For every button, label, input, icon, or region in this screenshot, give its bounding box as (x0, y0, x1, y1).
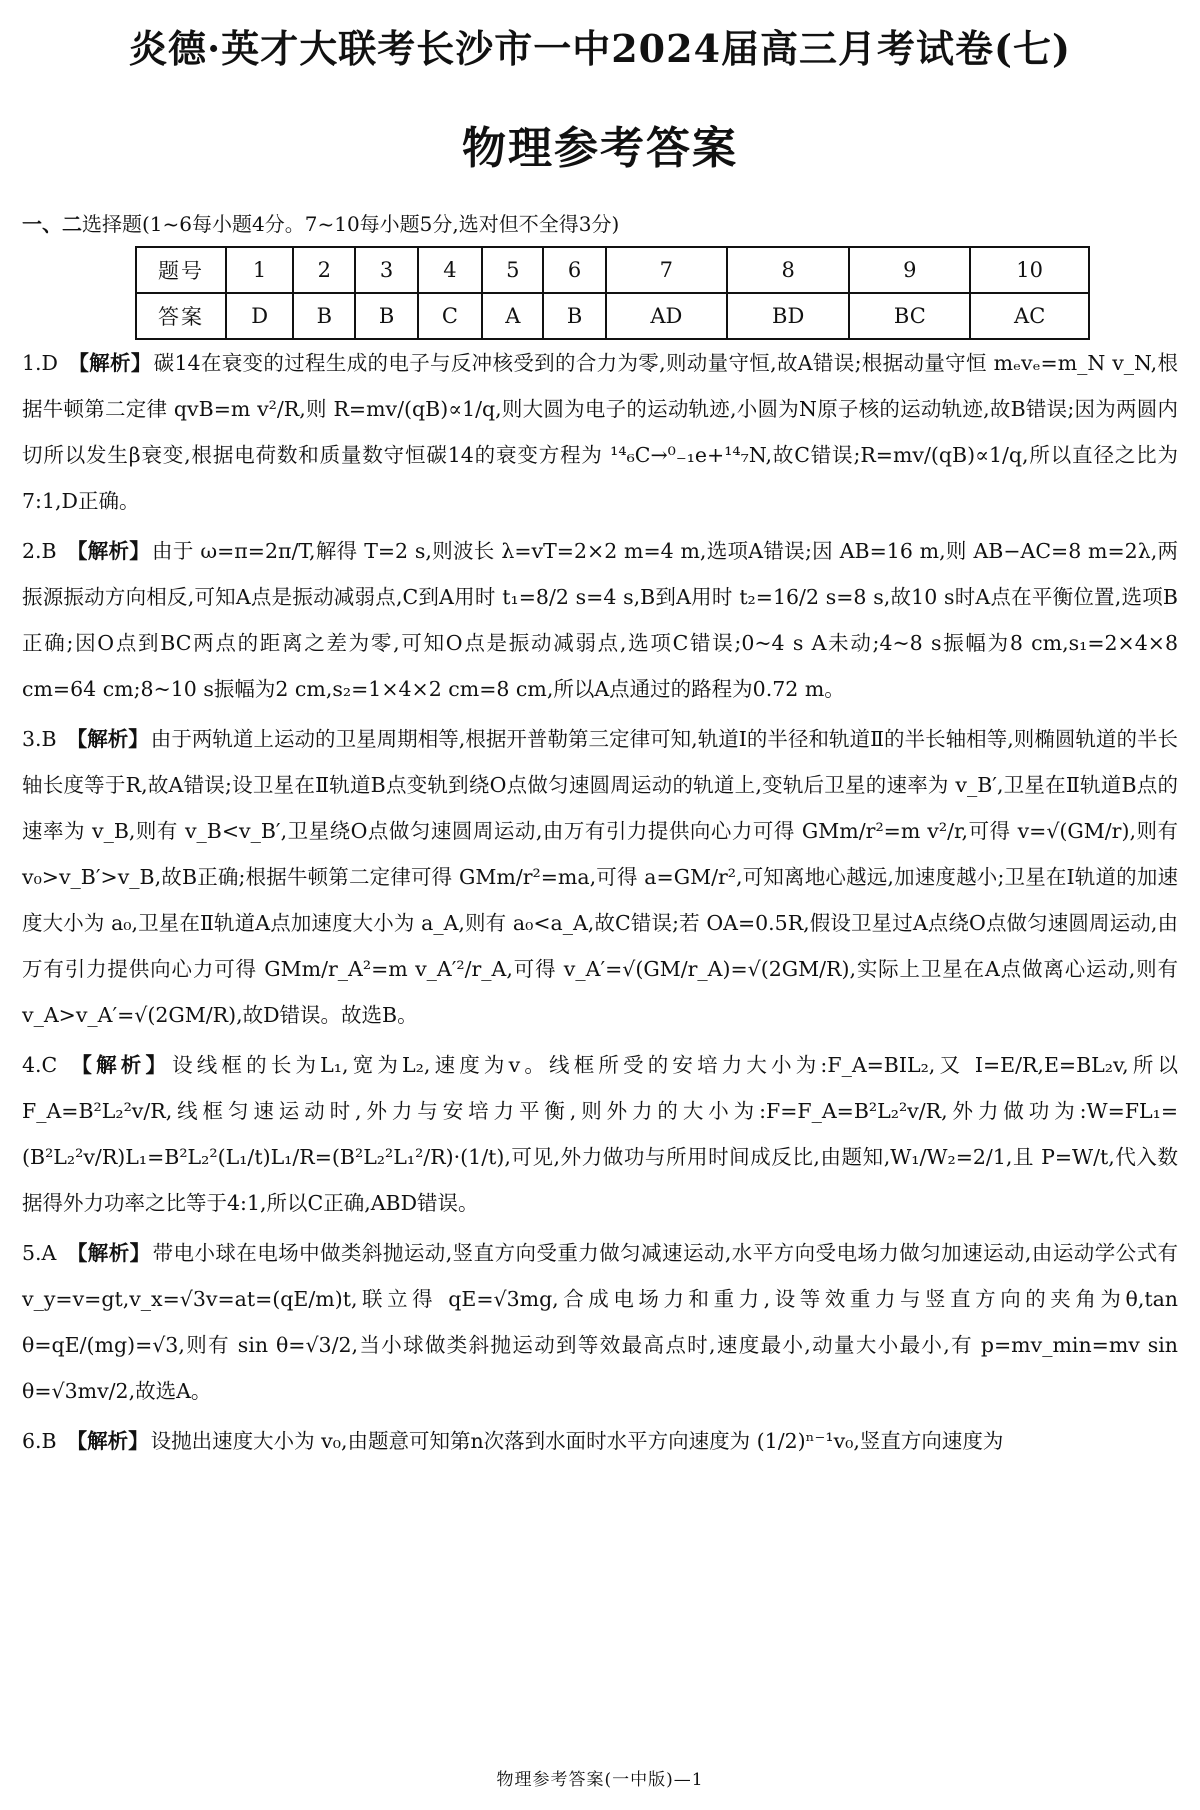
solution-number: 3.B (22, 727, 57, 751)
answer-table-row-answers (136, 293, 1089, 339)
question-number-cell: 8 (727, 247, 849, 293)
answer-cell: A (482, 293, 543, 339)
solution-item (22, 1230, 1178, 1414)
question-number-cell: 1 (226, 247, 293, 293)
analysis-tag: 【解析】 (66, 727, 149, 751)
section-heading (22, 208, 619, 237)
answer-cell: BC (849, 293, 970, 339)
solution-text: 设抛出速度大小为 v₀,由题意可知第n次落到水面时水平方向速度为 (1/2)ⁿ⁻¹v₀,竖直方向速度为 (150, 1429, 1004, 1453)
solution-text: 带电小球在电场中做类斜抛运动,竖直方向受重力做匀减速运动,水平方向受电场力做匀加速运动,由运动学公式有 v_y=v=gt,v_x=√3v=at=(qE/m)t,联立得 qE=√3mg,合成电场力和重力,设等效重力与竖直方向的夹角为θ,tan θ=qE/(mg)=√3,则有 sin θ=√3/2,当小球做类斜抛运动到等效最高点时,速度最小,动量大小最小,有 p=mv_min=mv sin θ=√3mv/2,故选A。 (22, 1241, 1179, 1403)
question-number-cell: 3 (355, 247, 417, 293)
question-number-cell: 6 (543, 247, 605, 293)
answer-cell: D (226, 293, 293, 339)
section-number: 一、二 (22, 212, 82, 236)
analysis-tag: 【解析】 (68, 351, 152, 375)
question-number-cell: 2 (293, 247, 355, 293)
answer-cell: AD (606, 293, 727, 339)
question-number-cell: 5 (482, 247, 543, 293)
question-number-cell: 10 (970, 247, 1089, 293)
answer-cell: BD (727, 293, 849, 339)
answer-cell: B (355, 293, 417, 339)
solution-item (22, 716, 1178, 1038)
document-title: 物理参考答案 (462, 123, 738, 174)
answer-cell: B (543, 293, 605, 339)
answer-table-row-numbers (136, 247, 1089, 293)
exam-header-title: 炎德·英才大联考长沙市一中2024届高三月考试卷(七) (129, 26, 1071, 71)
question-number-cell: 4 (418, 247, 483, 293)
solution-number: 1.D (22, 351, 58, 375)
analysis-tag: 【解析】 (67, 1053, 171, 1077)
solution-text: 碳14在衰变的过程生成的电子与反冲核受到的合力为零,则动量守恒,故A错误;根据动量守恒 mₑvₑ=m_N v_N,根据牛顿第二定律 qvB=m v²/R,则 R=mv/(qB)∝1/q,则大圆为电子的运动轨迹,小圆为N原子核的运动轨迹,故B错误;因为两圆内切所以发生β衰变,根据电荷数和质量数守恒碳14的衰变方程为 ¹⁴₆C→⁰₋₁e+¹⁴₇N,故C错误;R=mv/(qB)∝1/q,所以直径之比为7:1,D正确。 (22, 351, 1178, 513)
solution-item (22, 1042, 1178, 1226)
answer-cell: AC (970, 293, 1089, 339)
solution-text: 由于 ω=π=2π/T,解得 T=2 s,则波长 λ=vT=2×2 m=4 m,选项A错误;因 AB=16 m,则 AB−AC=8 m=2λ,两振源振动方向相反,可知A点是振动减弱点,C到A用时 t₁=8/2 s=4 s,B到A用时 t₂=16/2 s=8 s,故10 s时A点在平衡位置,选项B正确;因O点到BC两点的距离之差为零,可知O点是振动减弱点,选项C错误;0~4 s A未动;4~8 s振幅为8 cm,s₁=2×4×8 cm=64 cm;8~10 s振幅为2 cm,s₂=1×4×2 cm=8 cm,所以A点通过的路程为0.72 m。 (22, 539, 1178, 701)
answer-key-table (135, 246, 1090, 340)
solution-text: 由于两轨道上运动的卫星周期相等,根据开普勒第三定律可知,轨道Ⅰ的半径和轨道Ⅱ的半长轴相等,则椭圆轨道的半长轴长度等于R,故A错误;设卫星在Ⅱ轨道B点变轨到绕O点做匀速圆周运动的轨道上,变轨后卫星的速率为 v_B′,卫星在Ⅱ轨道B点的速率为 v_B,则有 v_B<v_B′,卫星绕O点做匀速圆周运动,由万有引力提供向心力可得 GMm/r²=m v²/r,可得 v=√(GM/r),则有 v₀>v_B′>v_B,故B正确;根据牛顿第二定律可得 GMm/r²=ma,可得 a=GM/r²,可知离地心越远,加速度越小;卫星在Ⅰ轨道的加速度大小为 a₀,卫星在Ⅱ轨道A点加速度大小为 a_A,则有 a₀<a_A,故C错误;若 OA=0.5R,假设卫星过A点绕O点做匀速圆周运动,由万有引力提供向心力可得 GMm/r_A²=m v_A′²/r_A,可得 v_A′=√(GM/r_A)=√(2GM/R),实际上卫星在A点做离心运动,则有 v_A>v_A′=√(2GM/R),故D错误。故选B。 (22, 727, 1179, 1027)
solution-text: 设线框的长为L₁,宽为L₂,速度为v。线框所受的安培力大小为:F_A=BIL₂,又 I=E/R,E=BL₂v,所以 F_A=B²L₂²v/R,线框匀速运动时,外力与安培力平衡,则外力的大小为:F=F_A=B²L₂²v/R,外力做功为:W=FL₁=(B²L₂²v/R)L₁=B²L₂²(L₁/t)L₁/R=(B²L₂²L₁²/R)·(1/t),可见,外力做功与所用时间成反比,由题知,W₁/W₂=2/1,且 P=W/t,代入数据得外力功率之比等于4:1,所以C正确,ABD错误。 (22, 1053, 1178, 1215)
row-label-answers: 答案 (136, 293, 226, 339)
analysis-tag: 【解析】 (66, 1429, 149, 1453)
answer-cell: C (418, 293, 483, 339)
answer-cell: B (293, 293, 355, 339)
question-number-cell: 7 (606, 247, 727, 293)
question-number-cell: 9 (849, 247, 970, 293)
solution-number: 6.B (22, 1429, 57, 1453)
solutions-list (22, 340, 1178, 1468)
solution-item (22, 340, 1178, 524)
row-label-numbers: 题号 (136, 247, 226, 293)
analysis-tag: 【解析】 (66, 539, 151, 563)
solution-number: 5.A (22, 1241, 57, 1265)
page-footer: 物理参考答案(一中版)—1 (496, 1770, 704, 1790)
solution-item (22, 528, 1178, 712)
analysis-tag: 【解析】 (66, 1241, 151, 1265)
section-heading-text: 选择题(1~6每小题4分。7~10每小题5分,选对但不全得3分) (82, 212, 620, 236)
solution-number: 2.B (22, 539, 57, 563)
solution-number: 4.C (22, 1053, 58, 1077)
solution-item (22, 1418, 1178, 1464)
